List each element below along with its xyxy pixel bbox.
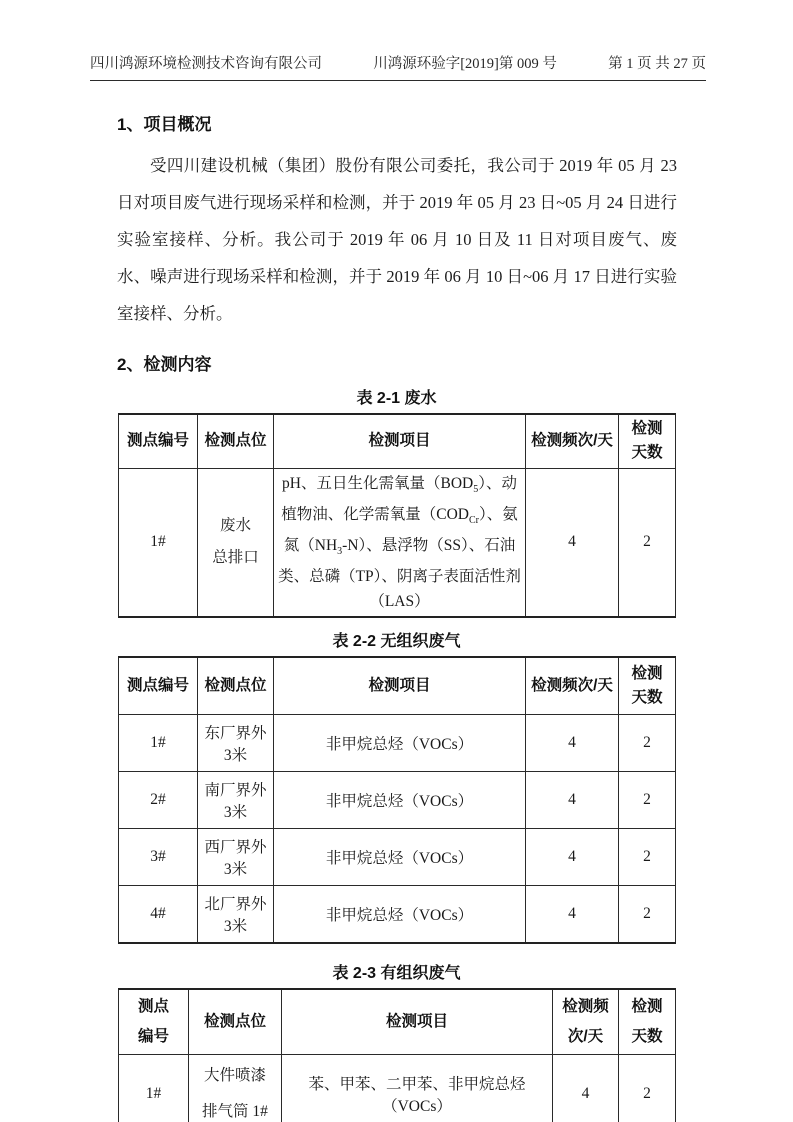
column-header-frequency: 检测频次/天 (526, 657, 619, 715)
column-header-point-id: 测点编号 (119, 414, 198, 468)
cell-frequency: 4 (526, 772, 619, 829)
cell-frequency: 4 (553, 1054, 619, 1122)
header-company-name: 四川鸿源环境检测技术咨询有限公司 (90, 56, 322, 72)
section-1-paragraph: 受四川建设机械（集团）股份有限公司委托，我公司于 2019 年 05 月 23 日对项目废气进行现场采样和检测，并于 2019 年 05 月 23 日~05 月 24 日进行实验室接样、分析。我公司于 2019 年 06 月 10 日及 11 日对项目废气、废水、噪声进行现场采样和检测，并于 2019 年 06 月 10 日~06 月 17 日进行实验室接样、分析。 (117, 156, 677, 323)
column-header-items: 检测项目 (282, 989, 553, 1055)
table-header-row (119, 989, 676, 1055)
column-header-location: 检测点位 (198, 657, 274, 715)
cell-items: 非甲烷总烃（VOCs） (274, 772, 526, 829)
section-2-heading: 2、检测内容 (117, 355, 212, 374)
column-header-location: 检测点位 (189, 989, 282, 1055)
table-row (119, 468, 676, 617)
table-2-1-wastewater (118, 413, 676, 618)
cell-items: 苯、甲苯、二甲苯、非甲烷总烃（VOCs） (282, 1054, 553, 1122)
column-header-items: 检测项目 (274, 414, 526, 468)
cell-location: 废水 总排口 (198, 468, 274, 617)
cell-days: 2 (619, 1054, 676, 1122)
cell-point-id: 2# (119, 772, 198, 829)
cell-point-id: 1# (119, 715, 198, 772)
table-header-row (119, 414, 676, 468)
column-header-point-id: 测点编号 (119, 657, 198, 715)
cell-days: 2 (619, 468, 676, 617)
column-header-items: 检测项目 (274, 657, 526, 715)
cell-point-id: 4# (119, 886, 198, 943)
header-page-info: 第 1 页 共 27 页 (608, 56, 706, 72)
table-row (119, 715, 676, 772)
column-header-days: 检测天数 (619, 989, 676, 1055)
cell-point-id: 3# (119, 829, 198, 886)
cell-location: 南厂界外3米 (198, 772, 274, 829)
cell-location: 西厂界外3米 (198, 829, 274, 886)
column-header-frequency: 检测频次/天 (553, 989, 619, 1055)
table-2-3-organized-gas (118, 988, 676, 1122)
header-doc-number: 川鸿源环验字[2019]第 009 号 (373, 56, 557, 72)
cell-point-id: 1# (119, 468, 198, 617)
cell-days: 2 (619, 829, 676, 886)
column-header-days: 检测天数 (619, 414, 676, 468)
column-header-days: 检测天数 (619, 657, 676, 715)
table-row (119, 886, 676, 943)
table-row (119, 829, 676, 886)
table-2-2-title: 表 2-2 无组织废气 (332, 632, 461, 650)
table-row (119, 1054, 676, 1122)
column-header-location: 检测点位 (198, 414, 274, 468)
cell-location: 北厂界外3米 (198, 886, 274, 943)
table-2-1-title: 表 2-1 废水 (356, 390, 437, 407)
table-2-2-fugitive-gas (118, 656, 676, 944)
cell-point-id: 1# (119, 1054, 189, 1122)
cell-frequency: 4 (526, 468, 619, 617)
page-header (90, 52, 706, 81)
cell-frequency: 4 (526, 886, 619, 943)
cell-days: 2 (619, 886, 676, 943)
cell-frequency: 4 (526, 715, 619, 772)
table-row (119, 772, 676, 829)
table-header-row (119, 657, 676, 715)
cell-frequency: 4 (526, 829, 619, 886)
table-2-3-title: 表 2-3 有组织废气 (332, 964, 461, 982)
cell-items: 非甲烷总烃（VOCs） (274, 829, 526, 886)
section-1-heading: 1、项目概况 (117, 115, 212, 134)
cell-days: 2 (619, 772, 676, 829)
column-header-point-id: 测点编号 (119, 989, 189, 1055)
cell-items: 非甲烷总烃（VOCs） (274, 886, 526, 943)
cell-location: 东厂界外3米 (198, 715, 274, 772)
column-header-frequency: 检测频次/天 (526, 414, 619, 468)
cell-items: pH、五日生化需氧量$(BOD_5)$、动植物油、化学需氧量$(COD_{Cr})$、氨氮$(NH_3-N)$、悬浮物（SS）、石油类、总磷（TP）、阴离子表面活性剂（LAS） (274, 468, 526, 617)
cell-days: 2 (619, 715, 676, 772)
cell-location: 大件喷漆 排气筒 1# (189, 1054, 282, 1122)
cell-items: 非甲烷总烃（VOCs） (274, 715, 526, 772)
